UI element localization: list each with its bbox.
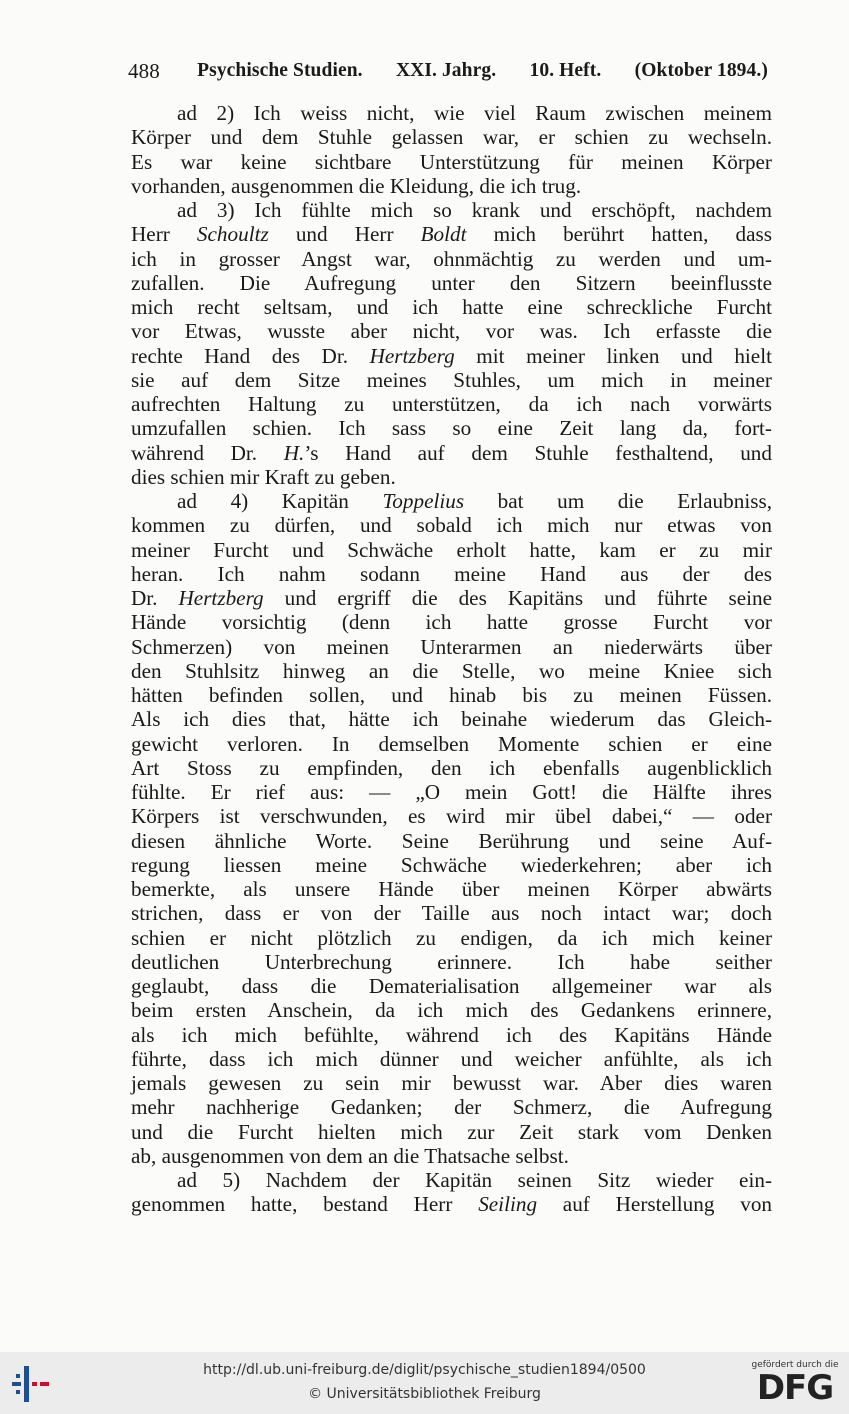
text-run: vor Etwas, wusste aber nicht, vor was. Ich erfasste die bbox=[131, 319, 772, 344]
text-run: und die Furcht hielten mich zur Zeit stark vom Denken bbox=[131, 1119, 772, 1144]
text-line bbox=[131, 1192, 772, 1216]
text-run: zufallen. Die Aufregung unter den Sitzern beeinflusste bbox=[131, 270, 772, 295]
text-run: schien er nicht plötzlich zu endigen, da ich mich keiner bbox=[131, 925, 772, 950]
text-run: mit meiner linken und hielt bbox=[454, 343, 772, 368]
text-line bbox=[131, 150, 772, 174]
text-line bbox=[131, 1144, 772, 1168]
text-line bbox=[131, 538, 772, 562]
text-line bbox=[131, 125, 772, 149]
source-url[interactable]: http://dl.ub.uni-freiburg.de/diglit/psychische_studien1894/0500 bbox=[203, 1362, 646, 1378]
text-line bbox=[131, 950, 772, 974]
text-line bbox=[131, 586, 772, 610]
text-run: mich berührt hatten, dass bbox=[466, 222, 772, 247]
text-run: auf Herstellung von bbox=[537, 1192, 773, 1217]
text-line bbox=[131, 853, 772, 877]
text-run: dies schien mir Kraft zu geben. bbox=[131, 464, 396, 489]
page-number: 488 bbox=[128, 58, 160, 83]
text-line bbox=[131, 780, 772, 804]
footer-bar bbox=[0, 1352, 849, 1414]
text-line bbox=[131, 416, 772, 440]
text-line bbox=[131, 635, 772, 659]
text-run: gewicht verloren. In demselben Momente schien er eine bbox=[131, 731, 772, 756]
issue-date: (Oktober 1894.) bbox=[634, 60, 768, 81]
text-run: heran. Ich nahm sodann meine Hand aus der des bbox=[131, 561, 772, 586]
text-run: deutlichen Unterbrechung erinnere. Ich habe seither bbox=[131, 949, 772, 974]
text-run: jemals gewesen zu sein mir bewusst war. Aber dies waren bbox=[131, 1071, 772, 1095]
text-run: ab, ausgenommen von dem an die Thatsache selbst. bbox=[131, 1143, 569, 1168]
text-line bbox=[131, 756, 772, 780]
text-line bbox=[131, 1095, 772, 1119]
text-run: geglaubt, dass die Dematerialisation allgemeiner war als bbox=[131, 974, 772, 998]
text-line bbox=[131, 513, 772, 537]
text-run: ad 5) Nachdem der Kapitän seinen Sitz wieder ein- bbox=[177, 1168, 772, 1192]
text-run: führte, dass ich mich dünner und weicher anfühlte, als ich bbox=[131, 1046, 772, 1071]
text-run: ad 4) Kapitän bbox=[177, 489, 383, 513]
text-line bbox=[131, 101, 772, 125]
text-run: und ergriff die des Kapitäns und führte seine bbox=[263, 586, 773, 610]
text-line bbox=[131, 974, 772, 998]
text-line bbox=[131, 319, 772, 343]
text-run: Schmerzen) von meinen Unterarmen an niederwärts über bbox=[131, 634, 772, 659]
text-run: diesen ähnliche Worte. Seine Berührung und seine Auf- bbox=[131, 828, 772, 853]
text-run: mich recht seltsam, und ich hatte eine schreckliche Furcht bbox=[131, 295, 772, 319]
text-line bbox=[131, 926, 772, 950]
text-line bbox=[131, 804, 772, 828]
text-run: den Stuhlsitz hinweg an die Stelle, wo meine Kniee sich bbox=[131, 658, 772, 683]
text-line bbox=[131, 295, 772, 319]
text-run: ich in grosser Angst war, ohnmächtig zu werden und um- bbox=[131, 246, 772, 271]
text-run: meiner Furcht und Schwäche erholt hatte, kam er zu mir bbox=[131, 537, 772, 562]
italic-name: Hertzberg bbox=[369, 343, 455, 368]
issue-label: 10. Heft. bbox=[529, 60, 602, 81]
text-run: Als ich dies that, hätte ich beinahe wiederum das Gleich- bbox=[131, 707, 772, 732]
funder-name: DFG bbox=[756, 1368, 834, 1408]
text-run: Hände vorsichtig (denn ich hatte grosse Furcht vor bbox=[131, 610, 772, 635]
text-run: Es war keine sichtbare Unterstützung für meinen Körper bbox=[131, 149, 772, 174]
text-run: ad 2) Ich weiss nicht, wie viel Raum zwischen meinem bbox=[177, 101, 772, 125]
text-line bbox=[131, 271, 772, 295]
funder-logo bbox=[751, 1360, 839, 1406]
text-run: ’s Hand auf dem Stuhle festhaltend, und bbox=[304, 440, 772, 465]
text-run: Art Stoss zu empfinden, den ich ebenfalls augenblicklich bbox=[131, 755, 772, 780]
text-line bbox=[131, 174, 772, 198]
italic-name: Seiling bbox=[478, 1192, 538, 1217]
running-title: Psychische Studien. bbox=[197, 60, 363, 81]
text-line bbox=[131, 877, 772, 901]
text-run: Körpers ist verschwunden, es wird mir übel dabei,“ — oder bbox=[131, 804, 772, 829]
text-line bbox=[131, 1047, 772, 1071]
text-line bbox=[131, 1120, 772, 1144]
text-run: als ich mich befühlte, während ich des Kapitäns Hände bbox=[131, 1022, 772, 1047]
text-line bbox=[131, 829, 772, 853]
text-line bbox=[131, 465, 772, 489]
text-run: Dr. bbox=[131, 586, 179, 610]
text-run: und Herr bbox=[268, 222, 421, 247]
text-line bbox=[131, 368, 772, 392]
text-line bbox=[131, 659, 772, 683]
text-line bbox=[131, 392, 772, 416]
text-run: mehr nachherige Gedanken; der Schmerz, die Aufregung bbox=[131, 1095, 772, 1120]
text-run: rechte Hand des Dr. bbox=[131, 343, 370, 368]
text-run: bemerkte, als unsere Hände über meinen Körper abwärts bbox=[131, 877, 772, 901]
text-run: fühlte. Er rief aus: — „O mein Gott! die Hälfte ihres bbox=[131, 780, 772, 804]
body-text bbox=[131, 101, 772, 1217]
running-header bbox=[128, 56, 768, 86]
text-run: regung liessen meine Schwäche wiederkehren; aber ich bbox=[131, 852, 772, 877]
text-line bbox=[131, 1023, 772, 1047]
text-run: Herr bbox=[131, 222, 197, 247]
italic-name: H. bbox=[283, 440, 305, 465]
text-run: während Dr. bbox=[131, 440, 284, 465]
text-run: aufrechten Haltung zu unterstützen, da ich nach vorwärts bbox=[131, 392, 772, 416]
text-run: bat um die Erlaubniss, bbox=[464, 489, 772, 513]
text-line bbox=[131, 1168, 772, 1192]
text-line bbox=[131, 198, 772, 222]
copyright-notice: © Universitätsbibliothek Freiburg bbox=[308, 1386, 541, 1402]
text-line bbox=[131, 247, 772, 271]
italic-name: Boldt bbox=[420, 222, 467, 247]
text-run: kommen zu dürfen, und sobald ich mich nur etwas von bbox=[131, 513, 772, 538]
italic-name: Hertzberg bbox=[178, 586, 264, 610]
volume-label: XXI. Jahrg. bbox=[395, 60, 497, 81]
text-run: vorhanden, ausgenommen die Kleidung, die ich trug. bbox=[131, 173, 582, 198]
text-line bbox=[131, 441, 772, 465]
text-line bbox=[131, 683, 772, 707]
text-run: genommen hatte, bestand Herr bbox=[131, 1192, 479, 1217]
text-line bbox=[131, 222, 772, 246]
text-line bbox=[131, 562, 772, 586]
text-run: Körper und dem Stuhle gelassen war, er schien zu wechseln. bbox=[131, 125, 772, 150]
text-line bbox=[131, 610, 772, 634]
text-run: ad 3) Ich fühlte mich so krank und erschöpft, nachdem bbox=[177, 198, 772, 222]
text-line bbox=[131, 344, 772, 368]
text-line bbox=[131, 998, 772, 1022]
text-line bbox=[131, 1071, 772, 1095]
text-line bbox=[131, 489, 772, 513]
text-line bbox=[131, 901, 772, 925]
text-run: hätten befinden sollen, und hinab bis zu meinen Füssen. bbox=[131, 683, 772, 707]
funder-note: gefördert durch die bbox=[751, 1360, 839, 1370]
italic-name: Schoultz bbox=[196, 222, 269, 247]
italic-name: Toppelius bbox=[382, 489, 465, 513]
text-line bbox=[131, 732, 772, 756]
text-run: umzufallen schien. Ich sass so eine Zeit lang da, fort- bbox=[131, 416, 772, 441]
text-run: beim ersten Anschein, da ich mich des Gedankens erinnere, bbox=[131, 998, 772, 1023]
text-line bbox=[131, 707, 772, 731]
text-run: strichen, dass er von der Taille aus noch intact war; doch bbox=[131, 901, 772, 926]
text-run: sie auf dem Sitze meines Stuhles, um mich in meiner bbox=[131, 367, 772, 392]
